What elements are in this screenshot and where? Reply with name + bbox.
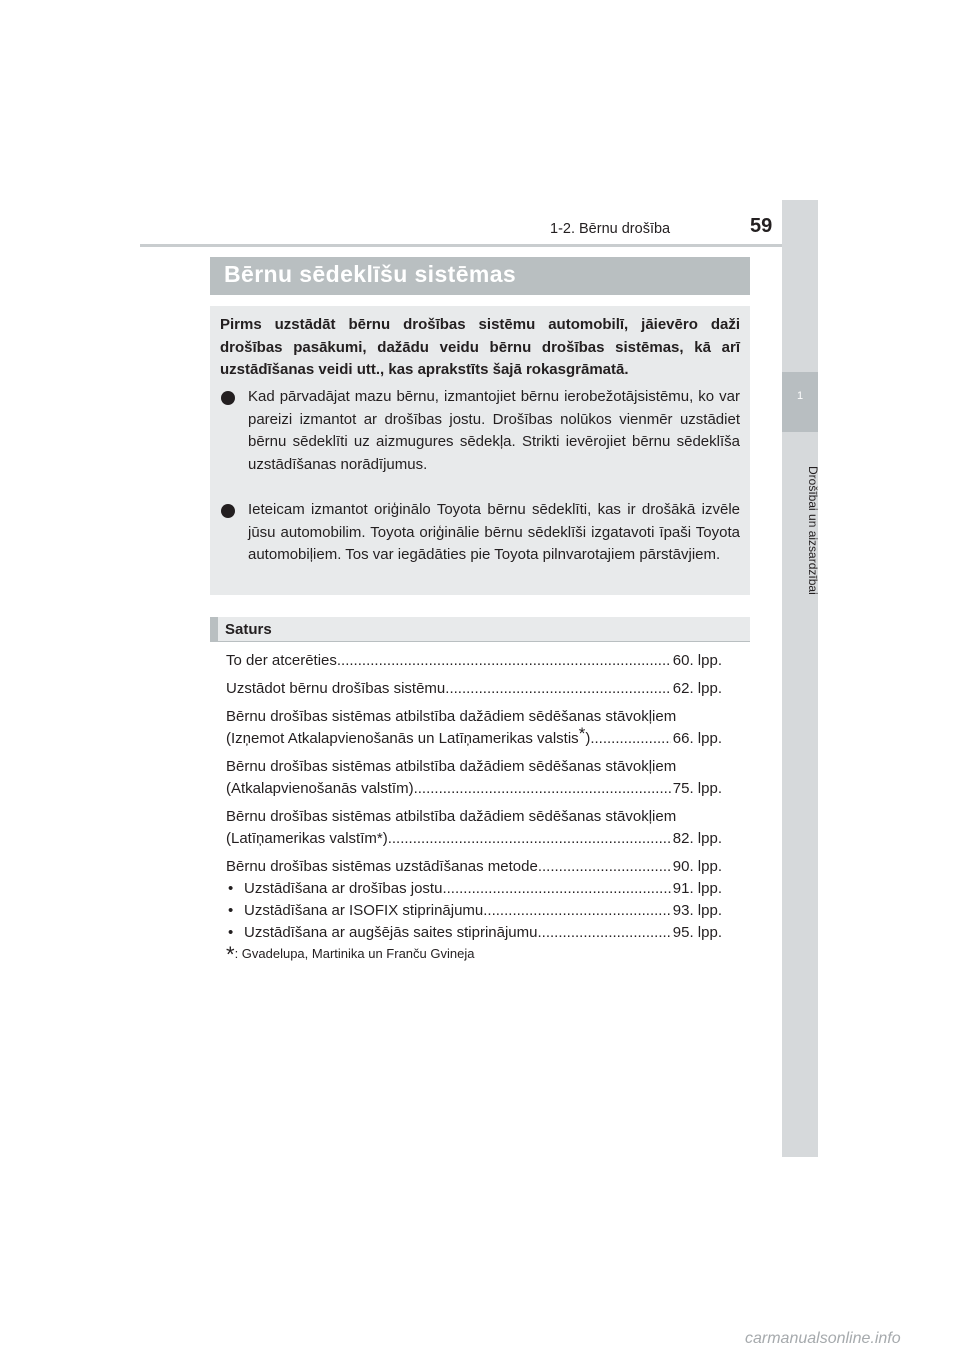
- toc-entry[interactable]: [226, 678, 722, 700]
- bullet-dot-icon: [221, 391, 235, 405]
- footnote-marker: *: [578, 724, 586, 743]
- section-reference: 1-2. Bērnu drošība: [550, 221, 671, 237]
- bullet-icon: •: [228, 880, 234, 897]
- toc-label: (Atkalapvienošanās valstīm): [226, 780, 414, 797]
- intro-box: [210, 306, 750, 595]
- toc-entry[interactable]: [226, 806, 722, 850]
- bullet-icon: •: [228, 924, 234, 941]
- toc-label-line1: Bērnu drošības sistēmas atbilstība dažādiem sēdēšanas stāvokļiem: [226, 808, 677, 825]
- footnote-star: *: [226, 942, 235, 967]
- toc-label: Uzstādīšana ar ISOFIX stiprinājumu: [244, 902, 484, 919]
- toc-page: 93. lpp.: [672, 902, 722, 919]
- toc-label: (Latīņamerikas valstīm*): [226, 830, 388, 847]
- toc-sub-entry[interactable]: [226, 900, 722, 922]
- bullet-text: Kad pārvadājat mazu bērnu, izmantojiet bērnu ierobežotājsistēmu, ko var pareizi izmantot ar drošības jostu. Drošības nolūkos vienmēr uzstādiet bērnu sēdeklīti uz aizmugures sēdekļa. Strikti ievērojiet bērnu sēdeklīša uzstādīšanas norādījumus.: [248, 388, 740, 473]
- toc-entry[interactable]: [226, 856, 722, 878]
- chapter-tab-marker: [782, 372, 818, 432]
- toc-page: 82. lpp.: [672, 830, 722, 847]
- heading-accent: [210, 617, 218, 641]
- toc-page: 75. lpp.: [672, 780, 722, 797]
- toc-label: Uzstādīšana ar augšējās saites stiprinājumu: [244, 924, 538, 941]
- toc-label: To der atcerēties: [226, 652, 337, 669]
- toc-page: 66. lpp.: [672, 730, 722, 747]
- footnote-text: : Gvadelupa, Martinika un Franču Gvineja: [234, 946, 475, 961]
- toc-page: 90. lpp.: [672, 858, 722, 875]
- toc-label: Uzstādīšana ar drošības jostu: [244, 880, 443, 897]
- header-rule: [140, 244, 818, 247]
- chapter-number: 1: [796, 390, 804, 402]
- bullet-icon: •: [228, 902, 234, 919]
- toc-label: Bērnu drošības sistēmas uzstādīšanas metode: [226, 858, 538, 875]
- chapter-side-tab: [782, 200, 818, 1157]
- toc-sub-list: [226, 878, 722, 944]
- toc-entry[interactable]: [226, 756, 722, 800]
- toc-label: Uzstādot bērnu drošības sistēmu: [226, 680, 446, 697]
- toc-sub-entry[interactable]: [226, 878, 722, 900]
- intro-paragraph: Pirms uzstādāt bērnu drošības sistēmu automobilī, jāievēro daži drošības pasākumi, dažādu veidu bērnu drošības sistēmas, kā arī uzstādīšanas veidi utt., kas aprakstīts šajā rokasgrāmatā.: [220, 316, 740, 378]
- contents-heading-bar: [210, 617, 750, 642]
- footnote: [226, 942, 474, 968]
- toc-page: 95. lpp.: [672, 924, 722, 941]
- toc-page: 62. lpp.: [672, 680, 722, 697]
- intro-text: [220, 314, 740, 382]
- watermark: carmanualsonline.info: [745, 1330, 901, 1347]
- bullet-dot-icon: [221, 504, 235, 518]
- intro-bullet: [220, 499, 740, 567]
- intro-bullet: [220, 386, 740, 476]
- toc-label: (Izņemot Atkalapvienošanās un Latīņamerikas valstis: [226, 730, 579, 747]
- toc-entry[interactable]: Bērnu drošības sistēmas atbilstība dažādiem sēdēšanas stāvokļiem (Izņemot Atkalapvienošanās un Latīņamerikas valstis*) ..... 66. lpp.: [226, 706, 722, 750]
- toc-label-line1: Bērnu drošības sistēmas atbilstība dažādiem sēdēšanas stāvokļiem: [226, 708, 677, 725]
- toc-label-line1: Bērnu drošības sistēmas atbilstība dažādiem sēdēšanas stāvokļiem: [226, 758, 677, 775]
- section-title-bar: [210, 257, 750, 295]
- section-title: Bērnu sēdeklīšu sistēmas: [224, 261, 517, 287]
- toc-entry[interactable]: [226, 650, 722, 672]
- page-number: 59: [750, 215, 773, 237]
- toc-sub-entry[interactable]: [226, 922, 722, 944]
- toc-page: 91. lpp.: [672, 880, 722, 897]
- toc-page: 60. lpp.: [672, 652, 722, 669]
- table-of-contents: [226, 650, 722, 950]
- chapter-title: Drošībai un aizsardzībai: [806, 465, 820, 595]
- contents-heading: Saturs: [225, 621, 272, 638]
- bullet-text: Ieteicam izmantot oriģinālo Toyota bērnu sēdeklīti, kas ir drošākā izvēle jūsu automobilim. Toyota oriģinālie bērnu sēdeklīši izgatavoti īpaši Toyota automobiļiem. Tos var iegādāties pie Toyota pilnvarotajiem pārstāvjiem.: [248, 501, 740, 563]
